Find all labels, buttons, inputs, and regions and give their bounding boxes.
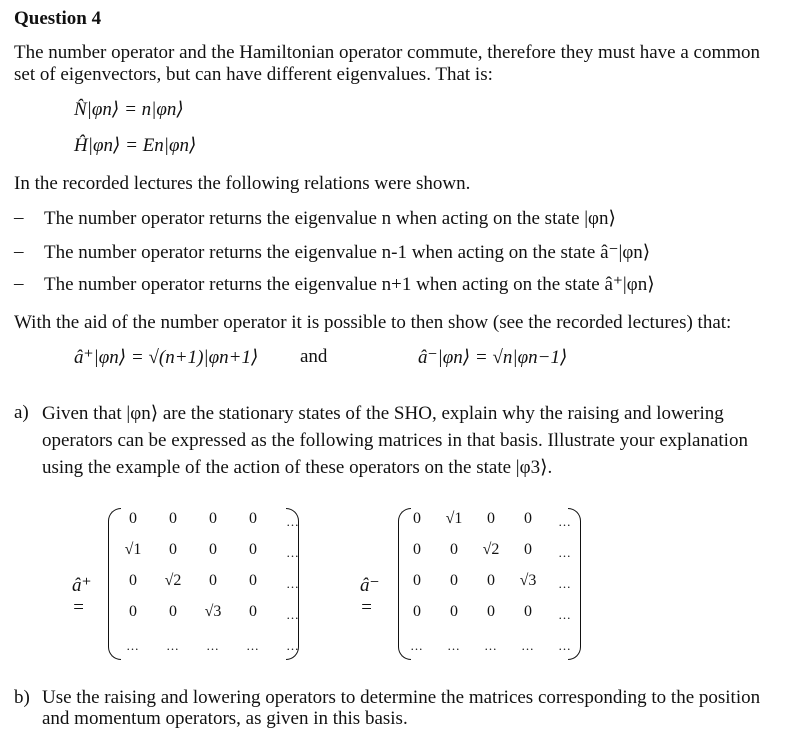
lectures-line: In the recorded lectures the following relations were shown. (14, 173, 471, 194)
lowering-matrix-cell: 0 (487, 572, 495, 589)
raising-matrix-cell: ... (286, 514, 300, 529)
lowering-matrix-cell: 0 (450, 541, 458, 558)
lowering-matrix-cell: 0 (413, 510, 421, 527)
lowering-matrix-cell: 0 (524, 541, 532, 558)
raising-matrix-cell: 0 (129, 510, 137, 527)
bullet-text-1: The number operator returns the eigenvalue n when acting on the state |φn⟩ (44, 208, 616, 229)
intro-line-1: The number operator and the Hamiltonian operator commute, therefore they must have a common (14, 42, 761, 63)
equation-hamiltonian: Ĥ|φn⟩ = En|φn⟩ (74, 135, 197, 156)
raising-matrix-cell: 0 (249, 572, 257, 589)
lowering-matrix-cell: 0 (450, 572, 458, 589)
part-a-line-3: using the example of the action of these operators on the state |φ3⟩. (42, 457, 553, 478)
raising-matrix-cell: ... (286, 576, 300, 591)
lowering-matrix-cell: ... (558, 638, 572, 653)
part-a-line-1: Given that |φn⟩ are the stationary states of the SHO, explain why the raising and lowering (42, 403, 724, 424)
lowering-matrix-cell: 0 (450, 603, 458, 620)
raising-matrix-cell: 0 (129, 603, 137, 620)
raising-matrix-cell: ... (286, 607, 300, 622)
aid-line: With the aid of the number operator it is possible to then show (see the recorded lectures) that: (14, 312, 732, 333)
part-b-line-2: and momentum operators, as given in this basis. (42, 708, 408, 729)
and-word: and (300, 346, 328, 367)
lowering-matrix-cell: ... (558, 514, 572, 529)
lowering-matrix-cell: 0 (524, 510, 532, 527)
raising-matrix-cell: 0 (209, 572, 217, 589)
raising-matrix-cell: 0 (249, 603, 257, 620)
raising-matrix-cell: ... (166, 638, 180, 653)
bullet-dash-3: – (14, 273, 24, 294)
lowering-matrix-cell: √3 (519, 572, 537, 589)
raising-matrix-cell: 0 (169, 510, 177, 527)
part-b-label: b) (14, 687, 30, 708)
lowering-matrix-label: â⁻ = (360, 575, 380, 618)
bullet-text-3: The number operator returns the eigenvalue n+1 when acting on the state â⁺|φn⟩ (44, 274, 655, 295)
part-b-line-1: Use the raising and lowering operators to determine the matrices corresponding to the position (42, 687, 761, 708)
raising-matrix-cell: √1 (124, 541, 142, 558)
raising-matrix-cell: ... (286, 638, 300, 653)
lowering-matrix-cell: √2 (482, 541, 500, 558)
raising-matrix-cell: 0 (169, 603, 177, 620)
lowering-matrix-cell: ... (484, 638, 498, 653)
raising-equation: â⁺|φn⟩ = √(n+1)|φn+1⟩ (74, 347, 259, 368)
intro-line-2: set of eigenvectors, but can have different eigenvalues. That is: (14, 64, 493, 85)
lowering-matrix-cell: 0 (413, 541, 421, 558)
lowering-matrix-cell: ... (447, 638, 461, 653)
raising-matrix-cell: 0 (209, 510, 217, 527)
raising-matrix-cell: ... (126, 638, 140, 653)
lowering-matrix-cell: 0 (524, 603, 532, 620)
raising-matrix-cell: ... (206, 638, 220, 653)
lowering-matrix-cell: ... (521, 638, 535, 653)
part-a-line-2: operators can be expressed as the following matrices in that basis. Illustrate your explanation (42, 430, 748, 451)
question-title: Question 4 (14, 8, 102, 29)
raising-matrix-label: â⁺ = (72, 575, 92, 618)
lowering-matrix-cell: 0 (413, 603, 421, 620)
raising-matrix-cell: √2 (164, 572, 182, 589)
lowering-equation: â⁻|φn⟩ = √n|φn−1⟩ (418, 347, 568, 368)
equation-number-operator: N̂|φn⟩ = n|φn⟩ (74, 99, 184, 120)
lowering-matrix-cell: ... (558, 607, 572, 622)
raising-matrix-cell: ... (246, 638, 260, 653)
raising-matrix-cell: 0 (209, 541, 217, 558)
bullet-dash-1: – (14, 207, 24, 228)
raising-matrix-cell: 0 (129, 572, 137, 589)
raising-matrix-cell: 0 (249, 510, 257, 527)
lowering-matrix-cell: ... (410, 638, 424, 653)
bullet-text-2: The number operator returns the eigenvalue n-1 when acting on the state â⁻|φn⟩ (44, 242, 651, 263)
lowering-matrix-cell: ... (558, 545, 572, 560)
raising-matrix-cell: ... (286, 545, 300, 560)
lowering-matrix-cell: ... (558, 576, 572, 591)
lowering-matrix-cell: 0 (487, 510, 495, 527)
bullet-dash-2: – (14, 241, 24, 262)
lowering-matrix-cell: √1 (445, 510, 463, 527)
raising-matrix-cell: 0 (249, 541, 257, 558)
lowering-matrix-cell: 0 (487, 603, 495, 620)
part-a-label: a) (14, 402, 29, 423)
raising-matrix-cell: √3 (204, 603, 222, 620)
raising-matrix-cell: 0 (169, 541, 177, 558)
lowering-matrix-cell: 0 (413, 572, 421, 589)
